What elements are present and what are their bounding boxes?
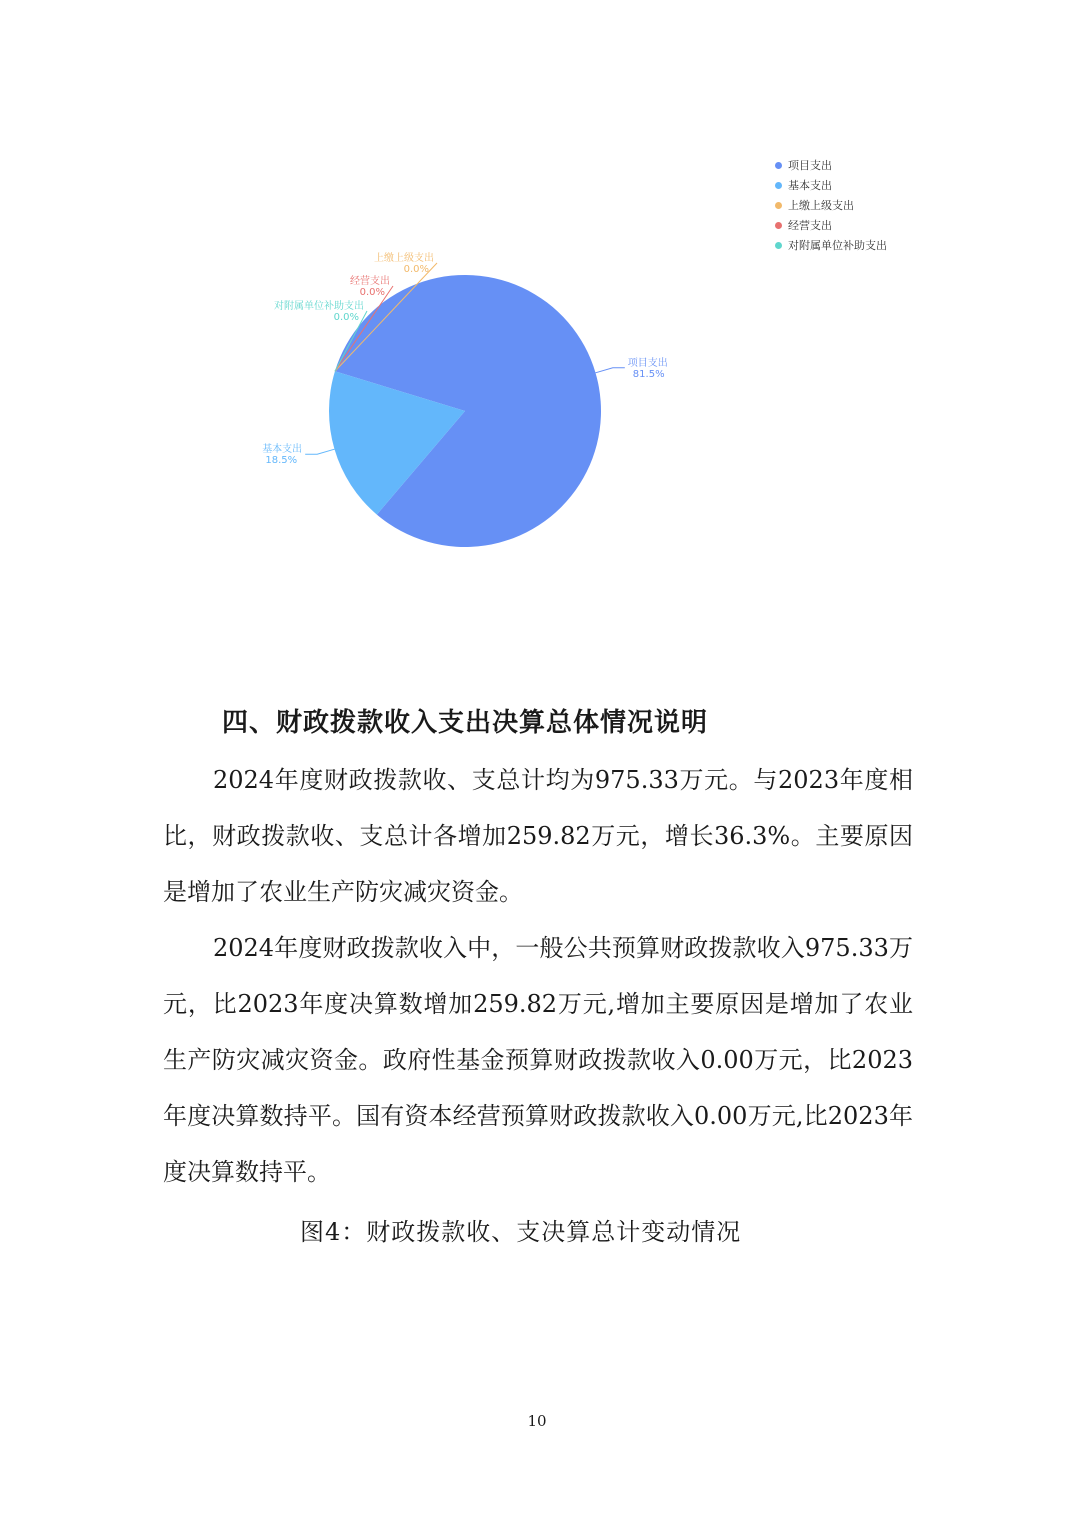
legend-item-basic[interactable]	[775, 175, 887, 195]
slice-name-label: 对附属单位补助支出	[274, 301, 364, 312]
paragraph-1-text: 2024年度财政拨款收、支总计均为975.33万元。与2023年度相比，财政拨款收、支总计各增加259.82万元，增长36.3%。主要原因是增加了农业生产防灾减灾资金。	[163, 766, 913, 906]
legend-label: 上缴上级支出	[788, 199, 854, 212]
slice-name-label: 上缴上级支出	[374, 253, 434, 264]
slice-percent-label: 0.0%	[333, 312, 359, 323]
slice-percent-label: 0.0%	[403, 264, 429, 275]
legend-dot-icon	[775, 222, 782, 229]
paragraph-1	[163, 752, 913, 920]
slice-percent-label: 18.5%	[265, 455, 298, 467]
slice-name-label: 基本支出	[262, 444, 303, 456]
legend-dot-icon	[775, 242, 782, 249]
legend-dot-icon	[775, 202, 782, 209]
legend-item-upper[interactable]	[775, 195, 887, 215]
legend-label: 项目支出	[788, 159, 832, 172]
legend-label: 对附属单位补助支出	[788, 239, 887, 252]
page-number: 10	[527, 1412, 547, 1430]
paragraph-2-text: 2024年度财政拨款收入中，一般公共预算财政拨款收入975.33万元，比2023年度决算数增加259.82万元,增加主要原因是增加了农业生产防灾减灾资金。政府性基金预算财政拨款收入0.00万元，比2023年度决算数持平。国有资本经营预算财政拨款收入0.00万元,比2023年度决算数持平。	[163, 934, 913, 1186]
section-heading: 四、财政拨款收入支出决算总体情况说明	[222, 708, 709, 738]
legend-dot-icon	[775, 182, 782, 189]
chart-legend	[775, 155, 887, 255]
figure-caption: 图4：财政拨款收、支决算总计变动情况	[300, 1218, 742, 1246]
pie-chart	[0, 0, 1074, 620]
slice-percent-label: 81.5%	[632, 368, 665, 380]
legend-item-operating[interactable]	[775, 215, 887, 235]
paragraph-2	[163, 920, 913, 1200]
legend-label: 经营支出	[788, 219, 832, 232]
legend-item-project[interactable]	[775, 155, 887, 175]
label-leader-line	[305, 449, 334, 454]
slice-name-label: 项目支出	[627, 357, 668, 369]
slice-name-label: 经营支出	[350, 276, 390, 287]
pie-slices	[329, 275, 601, 547]
label-leader-line	[596, 368, 625, 373]
slice-percent-label: 0.0%	[359, 287, 385, 298]
legend-label: 基本支出	[788, 179, 832, 192]
legend-dot-icon	[775, 162, 782, 169]
legend-item-subsidy[interactable]	[775, 235, 887, 255]
